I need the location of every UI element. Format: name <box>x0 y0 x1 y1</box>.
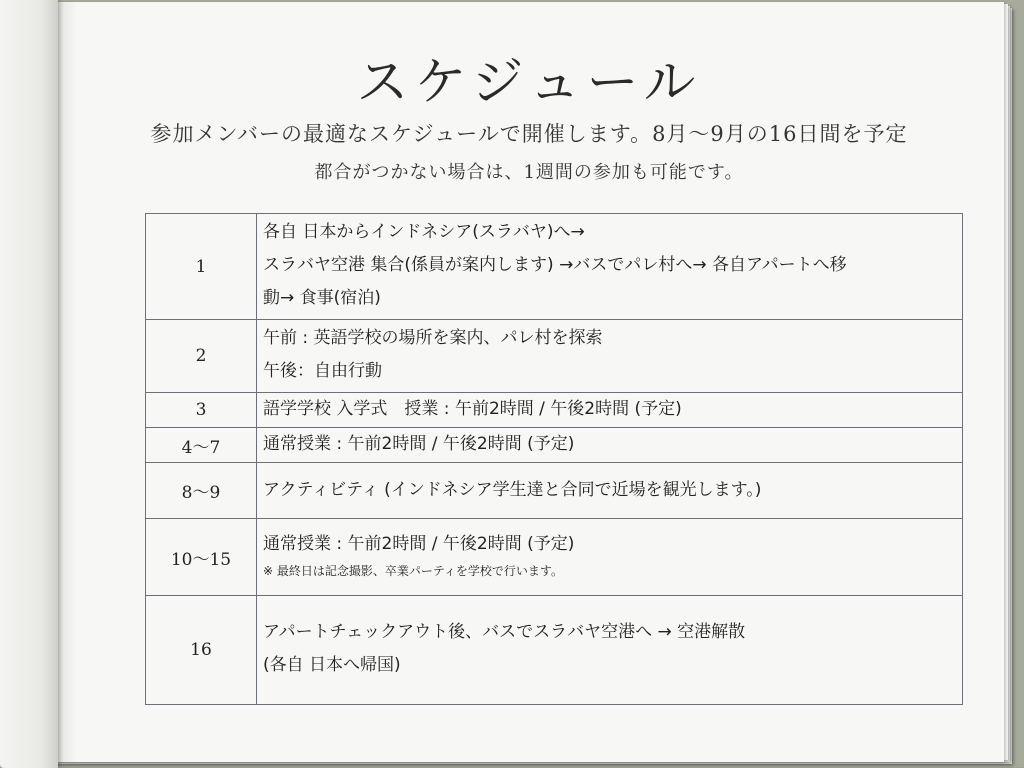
description-line: 午後：自由行動 <box>263 361 382 381</box>
description-line: (各自 日本へ帰国) <box>263 655 401 675</box>
day-cell: 3 <box>146 393 257 428</box>
description-line: 動→ 食事(宿泊) <box>263 288 381 308</box>
description-note: ※ 最終日は記念撮影、卒業パーティを学校で行います。 <box>263 564 563 578</box>
subtitle-line-1: 参加メンバーの最適なスケジュールで開催します。8月〜9月の16日間を予定 <box>150 122 908 146</box>
day-cell: 8〜9 <box>146 463 257 519</box>
description-line: 各自 日本からインドネシア(スラバヤ)へ→ <box>263 222 585 242</box>
subtitle-line-2: 都合がつかない場合は、1週間の参加も可能です。 <box>314 162 744 183</box>
description-line: 通常授業 : 午前2時間 / 午後2時間 (予定) <box>263 434 575 454</box>
day-cell: 10〜15 <box>146 519 257 596</box>
description-line: アパートチェックアウト後、バスでスラバヤ空港へ → 空港解散 <box>263 622 746 642</box>
day-cell: 16 <box>146 596 257 705</box>
schedule-table <box>145 213 963 705</box>
table-row <box>146 428 963 463</box>
description-cell <box>257 428 963 463</box>
table-row <box>146 214 963 320</box>
description-line: スラバヤ空港 集合(係員が案内します) →バスでパレ村へ→ 各自アパートへ移 <box>263 255 847 275</box>
description-cell <box>257 320 963 393</box>
day-cell: 4〜7 <box>146 428 257 463</box>
page-title: スケジュール <box>356 53 702 113</box>
table-row <box>146 596 963 705</box>
table-row <box>146 463 963 519</box>
description-line: アクティビティ (インドネシア学生達と合同で近場を観光します。) <box>263 479 762 500</box>
description-cell <box>257 519 963 596</box>
description-line: 午前 : 英語学校の場所を案内、パレ村を探索 <box>263 328 603 348</box>
day-cell: 2 <box>146 320 257 393</box>
table-row <box>146 320 963 393</box>
description-cell <box>257 596 963 705</box>
description-line: 通常授業 : 午前2時間 / 午後2時間 (予定) <box>263 534 575 554</box>
description-cell <box>257 214 963 320</box>
description-cell <box>257 393 963 428</box>
day-cell: 1 <box>146 214 257 320</box>
table-row <box>146 393 963 428</box>
left-page-leaf <box>0 0 58 768</box>
description-line: 語学学校 入学式 授業 : 午前2時間 / 午後2時間 (予定) <box>263 399 682 419</box>
table-row <box>146 519 963 596</box>
description-cell <box>257 463 963 519</box>
